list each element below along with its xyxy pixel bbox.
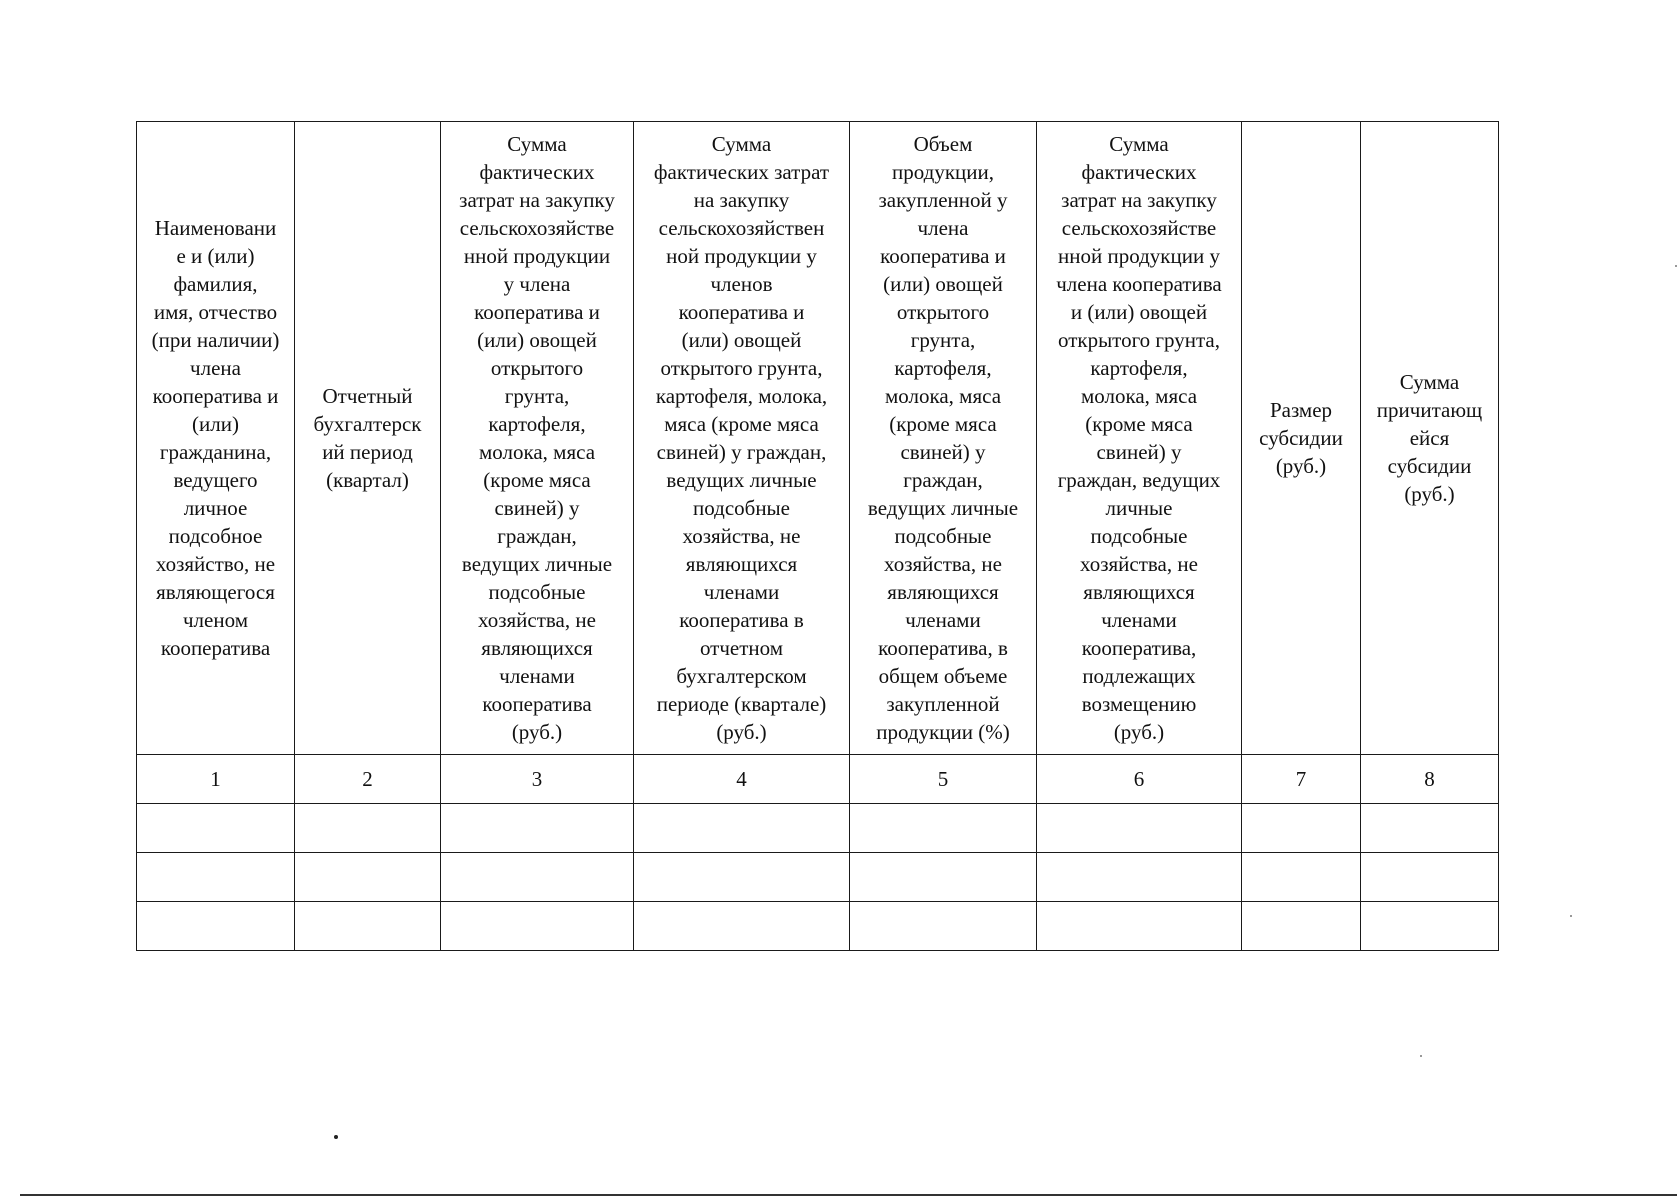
subsidy-calculation-table bbox=[136, 121, 1499, 951]
page-bottom-rule bbox=[20, 1194, 1677, 1196]
table-cell bbox=[634, 902, 850, 951]
header-subsidy-due: Сумма причитающ ейся субсидии (руб.) bbox=[1361, 122, 1499, 755]
column-number: 6 bbox=[1037, 755, 1242, 804]
table-row bbox=[137, 804, 1499, 853]
scan-dot bbox=[334, 1135, 338, 1139]
column-number: 2 bbox=[295, 755, 441, 804]
table-cell bbox=[1361, 902, 1499, 951]
header-volume-share: Объем продукции, закупленной у члена кооператива и (или) овощей открытого грунта, картофеля, молока, мяса (кроме мяса свиней) у граждан, ведущих личные подсобные хозяйства, не являющихся членами кооператива, в общем объеме закупленной продукции (%) bbox=[850, 122, 1037, 755]
table-cell bbox=[1037, 902, 1242, 951]
table-cell bbox=[441, 902, 634, 951]
scan-speck bbox=[1420, 1055, 1422, 1057]
table-cell bbox=[441, 804, 634, 853]
header-row bbox=[137, 122, 1499, 755]
table-cell bbox=[441, 853, 634, 902]
table-cell bbox=[850, 853, 1037, 902]
column-number: 8 bbox=[1361, 755, 1499, 804]
header-actual-costs-period: Сумма фактических затрат на закупку сельскохозяйствен ной продукции у членов кооператива и (или) овощей открытого грунта, картофеля, молока, мяса (кроме мяса свиней) у граждан, ведущих личные подсобные хозяйства, не являющихся членами кооператива в отчетном бухгалтерском периоде (квартале) (руб.) bbox=[634, 122, 850, 755]
table-cell bbox=[295, 853, 441, 902]
table-cell bbox=[1242, 804, 1361, 853]
table-cell bbox=[850, 902, 1037, 951]
table-cell bbox=[295, 804, 441, 853]
column-number: 1 bbox=[137, 755, 295, 804]
header-costs-to-reimburse: Сумма фактических затрат на закупку сельскохозяйстве нной продукции у члена кооператива и (или) овощей открытого грунта, картофеля, молока, мяса (кроме мяса свиней) у граждан, ведущих личные подсобные хозяйства, не являющихся членами кооператива, подлежащих возмещению (руб.) bbox=[1037, 122, 1242, 755]
header-subsidy-rate: Размер субсидии (руб.) bbox=[1242, 122, 1361, 755]
table-cell bbox=[850, 804, 1037, 853]
column-number: 3 bbox=[441, 755, 634, 804]
table-cell bbox=[1242, 853, 1361, 902]
table-cell bbox=[1037, 804, 1242, 853]
column-number: 7 bbox=[1242, 755, 1361, 804]
table-cell bbox=[137, 853, 295, 902]
table-cell bbox=[634, 853, 850, 902]
table-cell bbox=[634, 804, 850, 853]
column-number: 5 bbox=[850, 755, 1037, 804]
scan-speck bbox=[1570, 915, 1572, 917]
table-row bbox=[137, 853, 1499, 902]
table-cell bbox=[1242, 902, 1361, 951]
column-number: 4 bbox=[634, 755, 850, 804]
header-actual-costs-member: Сумма фактических затрат на закупку сельскохозяйстве нной продукции у члена кооператива и (или) овощей открытого грунта, картофеля, молока, мяса (кроме мяса свиней) у граждан, ведущих личные подсобные хозяйства, не являющихся членами кооператива (руб.) bbox=[441, 122, 634, 755]
table-row bbox=[137, 902, 1499, 951]
header-member-name: Наименовани е и (или) фамилия, имя, отчество (при наличии) члена кооператива и (или) гражданина, ведущего личное подсобное хозяйство, не являющегося членом кооператива bbox=[137, 122, 295, 755]
table-cell bbox=[137, 804, 295, 853]
table-cell bbox=[1037, 853, 1242, 902]
table-cell bbox=[1361, 853, 1499, 902]
table-cell bbox=[1361, 804, 1499, 853]
table-cell bbox=[295, 902, 441, 951]
header-reporting-period: Отчетный бухгалтерск ий период (квартал) bbox=[295, 122, 441, 755]
column-number-row bbox=[137, 755, 1499, 804]
table-cell bbox=[137, 902, 295, 951]
